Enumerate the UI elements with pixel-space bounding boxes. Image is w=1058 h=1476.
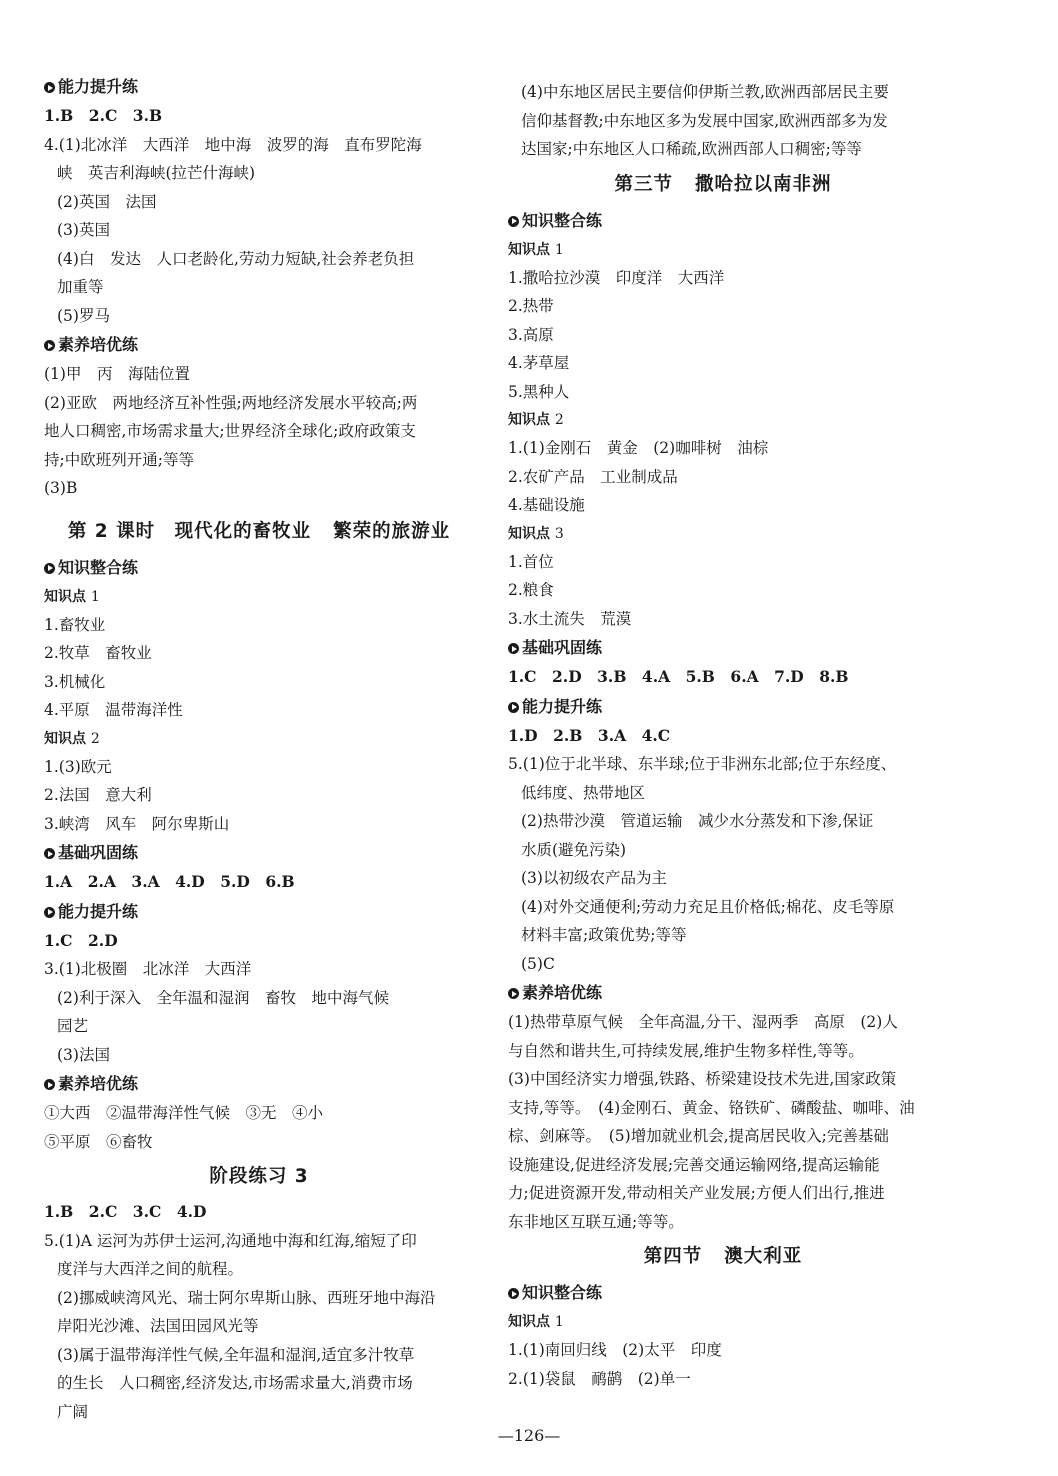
list-item: 3.机械化 <box>44 672 106 691</box>
section-heading-suyang: 素养培优练 <box>508 978 938 1008</box>
section-heading-nengli: 能力提升练 <box>508 692 938 722</box>
answer-line: 持;中欧班列开通;等等 <box>44 450 194 469</box>
answer-line: (5)罗马 <box>57 306 110 325</box>
answer-line: ⑤平原 ⑥畜牧 <box>44 1132 153 1151</box>
answer-line: 东非地区互联互通;等等。 <box>508 1212 684 1231</box>
answer-line: (3)英国 <box>57 221 110 239</box>
answer-line: (3)法国 <box>57 1045 110 1064</box>
lesson-title: 第 2 课时 现代化的畜牧业 繁荣的旅游业 <box>67 520 451 542</box>
list-item: 2.农矿产品 工业制成品 <box>508 467 678 486</box>
list-item: 2.粮食 <box>508 581 554 599</box>
list-item: 5.黑种人 <box>508 382 570 401</box>
play-triangle-icon <box>44 340 55 351</box>
knowledge-point-label: 知识点 2 <box>508 412 564 428</box>
knowledge-point-label: 知识点 3 <box>508 525 564 542</box>
answer-line: (3)属于温带海洋性气候,全年温和湿润,适宜多汁牧草 <box>57 1345 415 1364</box>
answer-line: (2)挪威峡湾风光、瑞士阿尔卑斯山脉、西班牙地中海沿 <box>57 1288 436 1307</box>
play-triangle-icon <box>44 1079 55 1090</box>
section-heading-zhishi: 知识整合练 <box>508 1278 938 1308</box>
answer-line: 1.B 2.C 3.C 4.D <box>44 1202 207 1221</box>
answer-line: 棕、剑麻等。 (5)增加就业机会,提高居民收入;完善基础 <box>508 1127 889 1145</box>
answer-line: 设施建设,促进经济发展;完善交通运输网络,提高运输能 <box>508 1155 880 1174</box>
list-item: 4.基础设施 <box>508 496 585 514</box>
section-heading-nengli: 能力提升练 <box>44 897 474 927</box>
answer-line: 5.(1)位于北半球、东半球;位于非洲东北部;位于东经度、 <box>508 755 897 773</box>
answer-line: (1)甲 丙 海陆位置 <box>44 365 190 383</box>
list-item: 1.(1)金刚石 黄金 (2)咖啡树 油棕 <box>508 439 769 457</box>
play-triangle-icon <box>44 907 55 918</box>
right-column <box>508 78 938 1393</box>
section-heading-jichu: 基础巩固练 <box>508 633 938 663</box>
answer-line: 广阔 <box>57 1402 89 1421</box>
answer-line: (5)C <box>521 954 555 973</box>
play-triangle-icon <box>508 1288 519 1299</box>
answer-line: 5.(1)A 运河为苏伊士运河,沟通地中海和红海,缩短了印 <box>44 1231 417 1250</box>
answer-line: 峡 英吉利海峡(拉芒什海峡) <box>57 164 256 182</box>
answer-line: (3)中国经济实力增强,铁路、桥梁建设技术先进,国家政策 <box>508 1070 897 1088</box>
list-item: 1.(3)欧元 <box>44 757 112 776</box>
list-item: 3.峡湾 风车 阿尔卑斯山 <box>44 814 230 833</box>
answer-line: 信仰基督教;中东地区多为发展中国家,欧洲西部多为发 <box>521 111 888 130</box>
answer-line: 达国家;中东地区人口稀疏,欧洲西部人口稠密;等等 <box>521 140 862 158</box>
answer-line: 1.C 2.D <box>44 930 118 950</box>
section-title: 第四节 澳大利亚 <box>643 1246 803 1267</box>
answer-line: 度洋与大西洋之间的航程。 <box>57 1260 244 1278</box>
list-item: 4.茅草屋 <box>508 354 570 372</box>
answer-line: (1)热带草原气候 全年高温,分干、湿两季 高原 (2)人 <box>508 1013 898 1031</box>
answer-line: (4)白 发达 人口老龄化,劳动力短缺,社会养老负担 <box>57 249 415 268</box>
list-item: 1.首位 <box>508 552 554 571</box>
play-triangle-icon <box>44 563 55 574</box>
answer-line: 加重等 <box>57 278 104 296</box>
play-triangle-icon <box>44 82 55 93</box>
section-heading-suyang: 素养培优练 <box>44 330 474 360</box>
answer-line: ①大西 ②温带海洋性气候 ③无 ④小 <box>44 1104 324 1122</box>
section-heading-jichu: 基础巩固练 <box>44 838 474 868</box>
list-item: 2.牧草 畜牧业 <box>44 644 152 662</box>
answer-line: (3)B <box>44 479 78 497</box>
answer-line: 1.B 2.C 3.B <box>44 106 163 125</box>
answer-line: (2)亚欧 两地经济互补性强;两地经济发展水平较高;两 <box>44 393 418 412</box>
answer-line: (4)对外交通便利;劳动力充足且价格低;棉花、皮毛等原 <box>521 897 895 916</box>
knowledge-point-label: 知识点 2 <box>44 730 100 747</box>
knowledge-point-label: 知识点 1 <box>508 241 564 258</box>
answer-line: 支持,等等。 (4)金刚石、黄金、铬铁矿、磷酸盐、咖啡、油 <box>508 1098 915 1117</box>
answer-line: 材料丰富;政策优势;等等 <box>521 926 687 944</box>
answer-line: (2)利于深入 全年温和湿润 畜牧 地中海气候 <box>57 988 389 1007</box>
play-triangle-icon <box>508 643 519 654</box>
list-item: 3.水土流失 荒漠 <box>508 609 632 628</box>
answer-line: 与自然和谐共生,可持续发展,维护生物多样性,等等。 <box>508 1041 864 1060</box>
answer-line: 的生长 人口稠密,经济发达,市场需求量大,消费市场 <box>57 1374 413 1392</box>
list-item: 2.热带 <box>508 297 554 315</box>
list-item: 1.(1)南回归线 (2)太平 印度 <box>508 1341 722 1359</box>
section-heading-zhishi: 知识整合练 <box>508 206 938 236</box>
play-triangle-icon <box>508 216 519 227</box>
section-title: 第三节 撒哈拉以南非洲 <box>614 173 832 195</box>
answer-line: 1.D 2.B 3.A 4.C <box>508 725 671 745</box>
play-triangle-icon <box>508 988 519 999</box>
answer-line: 4.(1)北冰洋 大西洋 地中海 波罗的海 直布罗陀海 <box>44 135 422 154</box>
knowledge-point-label: 知识点 1 <box>508 1314 564 1330</box>
list-item: 4.平原 温带海洋性 <box>44 701 183 719</box>
answer-line: 地人口稠密,市场需求量大;世界经济全球化;政府政策支 <box>44 422 416 440</box>
answer-line: 力;促进资源开发,带动相关产业发展;方便人们出行,推进 <box>508 1184 885 1202</box>
answer-line: 3.(1)北极圈 北冰洋 大西洋 <box>44 960 252 978</box>
knowledge-point-label: 知识点 1 <box>44 588 100 605</box>
section-heading-zhishi: 知识整合练 <box>44 553 474 583</box>
list-item: 1.撒哈拉沙漠 印度洋 大西洋 <box>508 268 725 287</box>
section-heading-nengli: 能力提升练 <box>44 72 474 102</box>
answer-line: 园艺 <box>57 1017 89 1035</box>
list-item: 2.法国 意大利 <box>44 786 152 804</box>
play-triangle-icon <box>44 848 55 859</box>
answer-line: (2)热带沙漠 管道运输 减少水分蒸发和下渗,保证 <box>521 812 874 830</box>
left-column <box>44 72 474 1426</box>
play-triangle-icon <box>508 702 519 713</box>
answer-line: (4)中东地区居民主要信仰伊斯兰教,欧洲西部居民主要 <box>521 83 889 101</box>
list-item: 2.(1)袋鼠 鸸鹋 (2)单一 <box>508 1369 691 1388</box>
answer-line: 水质(避免污染) <box>521 840 627 859</box>
list-item: 3.高原 <box>508 325 554 344</box>
answer-line: 1.C 2.D 3.B 4.A 5.B 6.A 7.D 8.B <box>508 667 849 686</box>
answer-line: 低纬度、热带地区 <box>521 783 646 802</box>
list-item: 1.畜牧业 <box>44 615 106 634</box>
answer-line: (3)以初级农产品为主 <box>521 869 667 887</box>
answer-line: (2)英国 法国 <box>57 192 157 211</box>
section-heading-suyang: 素养培优练 <box>44 1069 474 1099</box>
answer-line: 岸阳光沙滩、法国田园风光等 <box>57 1317 259 1335</box>
page-number: —126— <box>497 1426 561 1445</box>
answer-line: 1.A 2.A 3.A 4.D 5.D 6.B <box>44 872 295 891</box>
stage-title: 阶段练习 3 <box>209 1166 309 1187</box>
